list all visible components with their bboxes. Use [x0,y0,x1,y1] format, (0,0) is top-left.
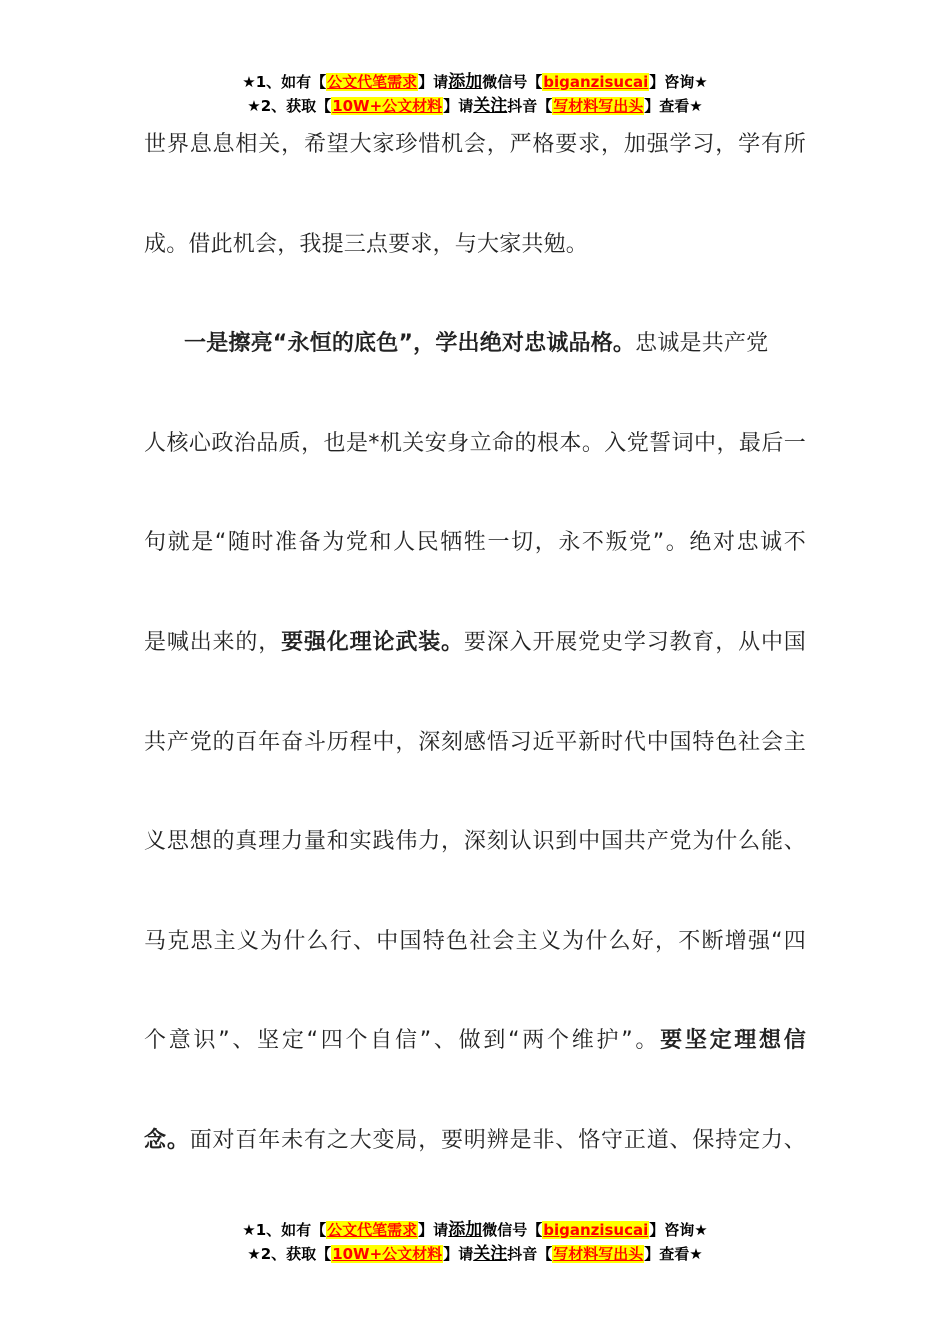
douyin-account: 写材料写出头 [553,1245,644,1263]
follow-emphasis: 关注 [473,96,508,116]
text-line: 个意识”、坚定“四个自信”、做到“两个维护”。要坚定理想信 [144,1028,806,1054]
text-line: 世界息息相关，希望大家珍惜机会，严格要求，加强学习，学有所 [144,132,806,157]
bold-phrase: 要坚定理想信 [660,1028,806,1054]
add-emphasis: 添加 [448,72,483,92]
text-line: 义思想的真理力量和实践伟力，深刻认识到中国共产党为什么能、 [144,829,806,855]
footer-banner [0,1218,950,1266]
wechat-id: biganzisucai [543,73,649,91]
text-line: 人核心政治品质，也是*机关安身立命的根本。入党誓词中，最后一 [144,430,806,456]
text-line: 成。借此机会，我提三点要求，与大家共勉。 [144,231,589,257]
service-highlight: 公文代笔需求 [327,1221,418,1239]
bold-phrase: 念。 [144,1127,190,1153]
materials-highlight: 10W+公文材料 [332,1245,443,1263]
text-line: 马克思主义为什么行、中国特色社会主义为什么好，不断增强“四 [144,928,806,954]
section-heading: 一是擦亮“永恒的底色”，学出绝对忠诚品格。 [184,331,636,357]
banner-line-1: ★1、如有【公文代笔需求】请添加微信号【biganzisucai】咨询★ [242,1220,708,1240]
banner-line-1: ★1、如有【公文代笔需求】请添加微信号【biganzisucai】咨询★ [242,72,708,92]
add-emphasis: 添加 [448,1220,483,1240]
bold-phrase: 要强化理论武装。 [281,629,464,655]
document-body [144,118,806,1214]
text-line: 句就是“随时准备为党和人民牺牲一切，永不叛党”。绝对忠诚不 [144,530,806,556]
materials-highlight: 10W+公文材料 [332,97,443,115]
text-line: 一是擦亮“永恒的底色”，学出绝对忠诚品格。忠诚是共产党 [184,331,769,357]
text-line: 共产党的百年奋斗历程中，深刻感悟习近平新时代中国特色社会主 [144,729,806,755]
banner-line-2: ★2、获取【10W+公文材料】请关注抖音【写材料写出头】查看★ [247,96,703,116]
text-line: 是喊出来的，要强化理论武装。要深入开展党史学习教育，从中国 [144,629,806,655]
text-line: 念。面对百年未有之大变局，要明辨是非、恪守正道、保持定力、 [144,1127,806,1153]
douyin-account: 写材料写出头 [553,97,644,115]
service-highlight: 公文代笔需求 [327,73,418,91]
banner-line-2: ★2、获取【10W+公文材料】请关注抖音【写材料写出头】查看★ [247,1244,703,1264]
header-banner [0,70,950,118]
wechat-id: biganzisucai [543,1221,649,1239]
follow-emphasis: 关注 [473,1244,508,1264]
